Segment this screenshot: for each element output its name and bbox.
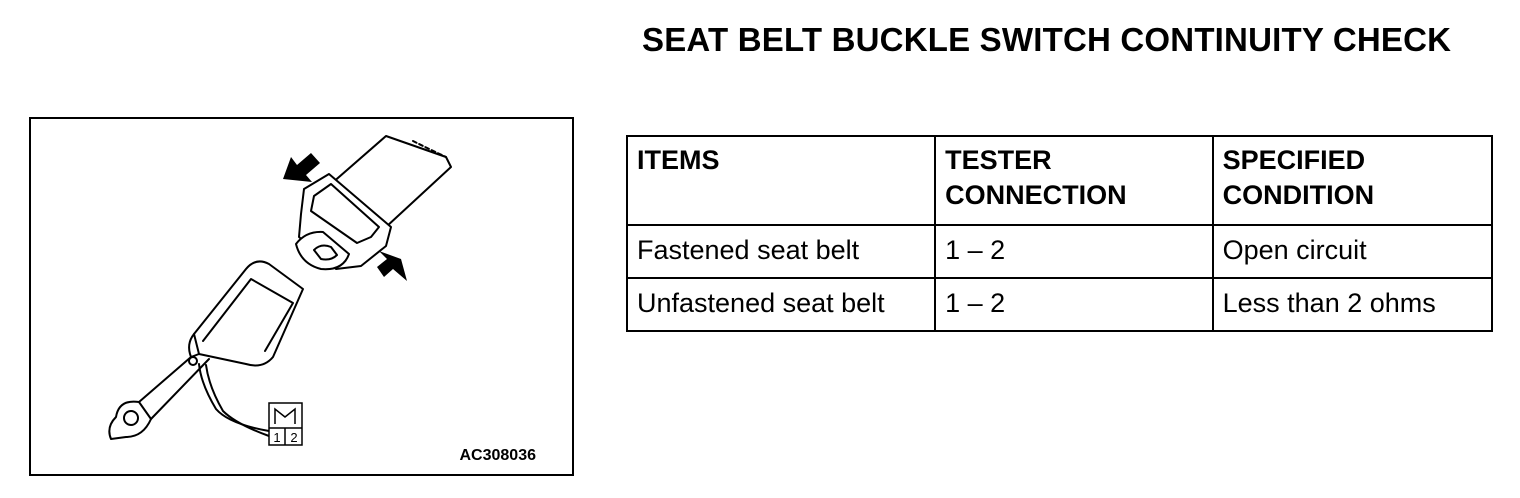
cell-tester-connection: 1 – 2 [935, 225, 1213, 278]
connector-icon [269, 403, 302, 445]
table-row [627, 225, 1492, 278]
cell-item: Fastened seat belt [627, 225, 935, 278]
connector-pin-2: 2 [290, 430, 298, 445]
table-header-row [627, 136, 1492, 225]
connector-pin-1: 1 [273, 430, 281, 445]
header-specified-condition: SPECIFIED CONDITION [1213, 136, 1492, 225]
table-row [627, 278, 1492, 331]
illustration-frame [29, 117, 574, 476]
figure-code: AC308036 [459, 447, 536, 464]
cell-specified-condition: Less than 2 ohms [1213, 278, 1492, 331]
header-items: ITEMS [627, 136, 935, 225]
cell-tester-connection: 1 – 2 [935, 278, 1213, 331]
continuity-table [626, 135, 1493, 332]
seat-belt-buckle-illustration [31, 119, 576, 478]
cell-item: Unfastened seat belt [627, 278, 935, 331]
header-tester-connection: TESTER CONNECTION [935, 136, 1213, 225]
cell-specified-condition: Open circuit [1213, 225, 1492, 278]
page-title: SEAT BELT BUCKLE SWITCH CONTINUITY CHECK [642, 21, 1452, 58]
